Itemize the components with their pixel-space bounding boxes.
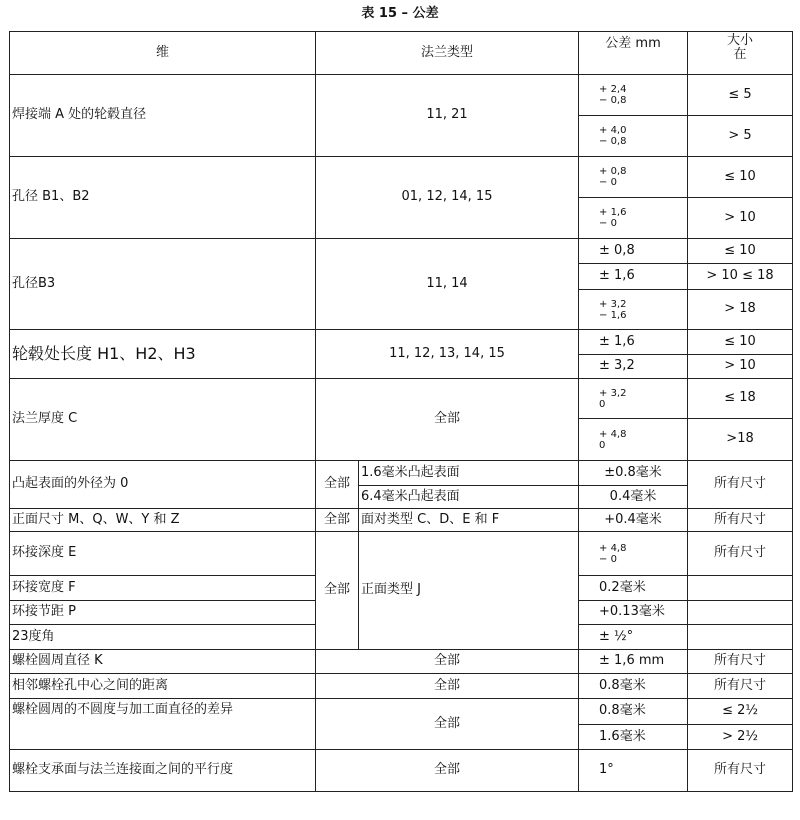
tolerance-upper: + 4,8: [599, 428, 627, 440]
flange-types: 11, 14: [316, 239, 579, 330]
tolerance-lower: − 0: [599, 177, 617, 188]
flange-types: 全部: [316, 650, 579, 674]
flange-types: 全部: [316, 674, 579, 699]
tolerance-upper: + 4,0: [599, 125, 627, 136]
size-cell: 所有尺寸: [688, 509, 793, 532]
table-row: [10, 75, 793, 116]
size-cell: [688, 576, 793, 601]
size-cell: > 10: [688, 355, 793, 379]
size-cell: 所有尺寸: [688, 532, 793, 576]
size-cell: > 5: [688, 116, 793, 157]
tolerance-cell: [579, 75, 688, 116]
flange-types: 全部: [316, 461, 359, 509]
size-cell: 所有尺寸: [688, 674, 793, 699]
tolerance-cell: 0.8毫米: [579, 674, 688, 699]
tolerance-upper: + 2,4: [599, 84, 627, 95]
size-cell: ≤ 5: [688, 75, 793, 116]
tolerance-lower: − 0: [599, 218, 617, 229]
size-cell: 所有尺寸: [688, 461, 793, 509]
header-size: [688, 32, 793, 75]
size-cell: ≤ 10: [688, 239, 793, 264]
header-size-line1: 大小: [727, 33, 754, 48]
header-dimension: 维: [10, 32, 316, 75]
size-cell: ≤ 10: [688, 157, 793, 198]
table-row: [10, 330, 793, 355]
tolerance-cell: 1.6毫米: [579, 725, 688, 750]
row-label: 正面尺寸 M、Q、W、Y 和 Z: [10, 509, 316, 532]
tolerance-cell: [579, 290, 688, 330]
tolerance-cell: ± 0,8: [579, 239, 688, 264]
row-label: 螺栓圆周直径 K: [10, 650, 316, 674]
table-row: [10, 157, 793, 198]
flange-types: 01, 12, 14, 15: [316, 157, 579, 239]
flange-types: 全部: [316, 532, 359, 650]
flange-types: 11, 12, 13, 14, 15: [316, 330, 579, 379]
tolerance-upper: + 3,2: [599, 298, 627, 310]
tolerance-lower: − 1,6: [599, 309, 627, 321]
row-label: 螺栓圆周的不圆度与加工面直径的差异: [10, 699, 316, 750]
size-cell: >18: [688, 419, 793, 461]
tolerance-cell: ±0.8毫米: [579, 461, 688, 486]
row-label: 环接节距 P: [10, 601, 316, 625]
tolerance-lower: 0: [599, 439, 606, 451]
size-cell: [688, 625, 793, 650]
tolerance-cell: ± ½°: [579, 625, 688, 650]
tolerance-cell: [579, 532, 688, 576]
size-cell: ≤ 10: [688, 330, 793, 355]
tolerance-cell: [579, 419, 688, 461]
tolerance-upper: + 1,6: [599, 207, 627, 218]
tolerance-lower: − 0,8: [599, 136, 627, 147]
table-row: [10, 379, 793, 419]
tolerance-lower: − 0,8: [599, 95, 627, 106]
flange-types: 全部: [316, 699, 579, 750]
flange-types: 全部: [316, 509, 359, 532]
size-cell: ≤ 18: [688, 379, 793, 419]
header-tolerance: 公差 mm: [579, 32, 688, 75]
row-label: 孔径 B1、B2: [10, 157, 316, 239]
table-row: [10, 650, 793, 674]
size-cell: > 10 ≤ 18: [688, 264, 793, 290]
tolerance-cell: 0.4毫米: [579, 486, 688, 509]
tolerance-cell: 0.8毫米: [579, 699, 688, 725]
size-cell: 所有尺寸: [688, 750, 793, 792]
row-label: 轮毂处长度 H1、H2、H3: [10, 330, 316, 379]
table-title: 表 15 – 公差: [361, 6, 439, 21]
row-label: 23度角: [10, 625, 316, 650]
table-row: [10, 699, 793, 725]
tolerance-lower: 0: [599, 398, 606, 410]
header-size-line2: 在: [733, 47, 747, 62]
row-label: 环接宽度 F: [10, 576, 316, 601]
row-label: 凸起表面的外径为 0: [10, 461, 316, 509]
header-row: [10, 32, 793, 75]
tolerance-cell: ± 3,2: [579, 355, 688, 379]
table-row: [10, 461, 793, 486]
row-label: 焊接端 A 处的轮毂直径: [10, 75, 316, 157]
flange-types: 全部: [316, 750, 579, 792]
size-cell: > 18: [688, 290, 793, 330]
size-cell: 所有尺寸: [688, 650, 793, 674]
tolerance-cell: 0.2毫米: [579, 576, 688, 601]
tolerance-upper: + 3,2: [599, 387, 627, 399]
flange-types: 全部: [316, 379, 579, 461]
size-cell: > 2½: [688, 725, 793, 750]
tolerance-cell: [579, 198, 688, 239]
sub-type: 正面类型 J: [359, 532, 579, 650]
tolerance-upper: + 0,8: [599, 166, 627, 177]
tolerance-cell: +0.13毫米: [579, 601, 688, 625]
row-label: 法兰厚度 C: [10, 379, 316, 461]
row-label: 相邻螺栓孔中心之间的距离: [10, 674, 316, 699]
tolerance-cell: ± 1,6: [579, 264, 688, 290]
size-cell: [688, 601, 793, 625]
tolerance-cell: [579, 116, 688, 157]
tolerance-cell: [579, 379, 688, 419]
header-flange-type: 法兰类型: [316, 32, 579, 75]
sub-type: 面对类型 C、D、E 和 F: [359, 509, 579, 532]
size-cell: > 10: [688, 198, 793, 239]
tolerance-cell: 1°: [579, 750, 688, 792]
table-row: [10, 674, 793, 699]
size-cell: ≤ 2½: [688, 699, 793, 725]
flange-types: 11, 21: [316, 75, 579, 157]
table-row: [10, 750, 793, 792]
table-row: [10, 509, 793, 532]
row-label: 螺栓支承面与法兰连接面之间的平行度: [10, 750, 316, 792]
tolerance-lower: − 0: [599, 553, 617, 565]
tolerance-cell: [579, 157, 688, 198]
tolerance-cell: +0.4毫米: [579, 509, 688, 532]
tolerance-cell: ± 1,6: [579, 330, 688, 355]
table-row: [10, 532, 793, 576]
sub-type: 6.4毫米凸起表面: [359, 486, 579, 509]
tolerance-upper: + 4,8: [599, 542, 627, 554]
table-row: [10, 239, 793, 264]
row-label: 环接深度 E: [10, 532, 316, 576]
tolerance-table: [9, 31, 793, 792]
tolerance-cell: ± 1,6 mm: [579, 650, 688, 674]
sub-type: 1.6毫米凸起表面: [359, 461, 579, 486]
row-label: 孔径B3: [10, 239, 316, 330]
